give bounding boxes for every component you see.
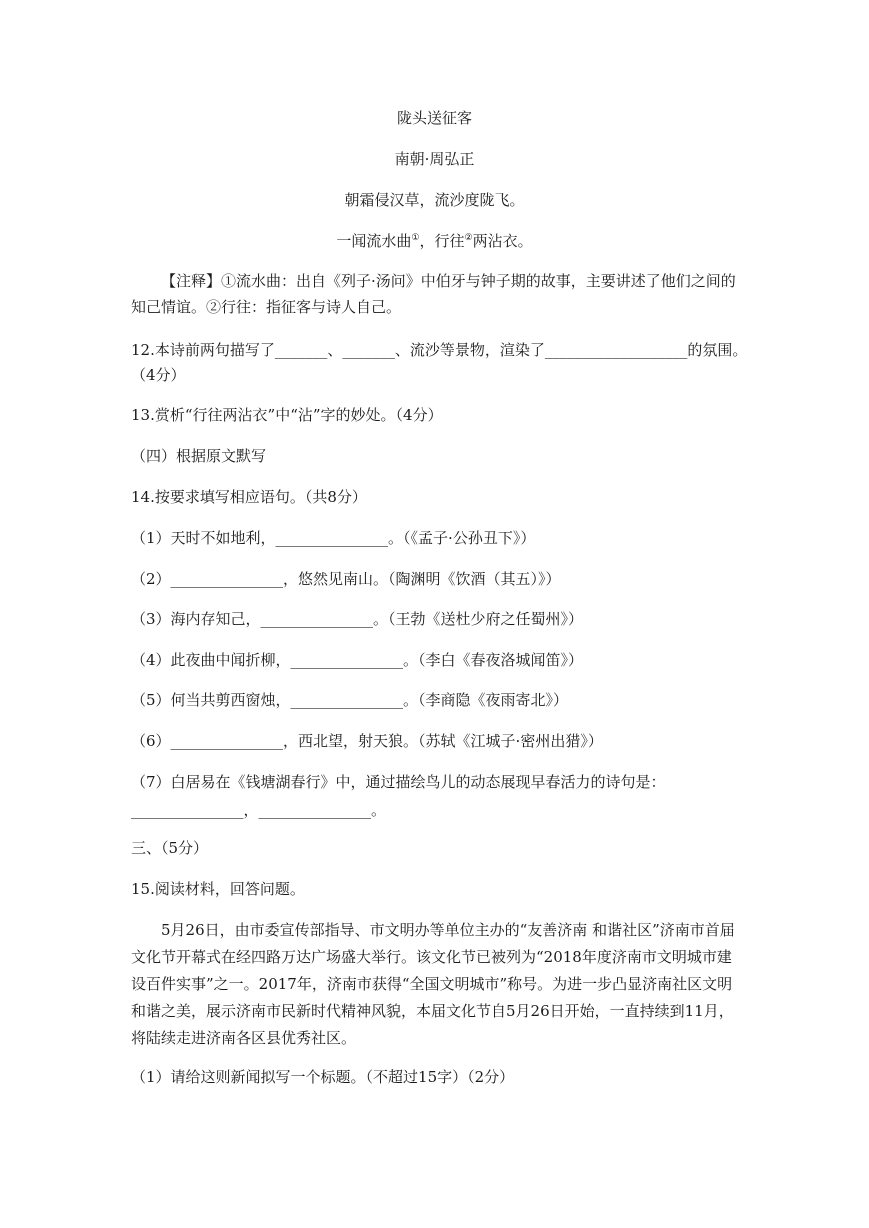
question-14-item: （6）_______________，西北望，射天狼。（苏轼《江城子·密州出猎》）	[131, 732, 603, 750]
question-14: 14.按要求填写相应语句。（共8分）	[131, 488, 367, 506]
poem-line-2-part-b: ，行往	[419, 232, 465, 250]
poem-line-2-part-a: 一闻流水曲	[336, 232, 412, 250]
news-passage: 5月26日，由市委宣传部指导、市文明办等单位主办的“友善济南 和谐社区”济南市首届文化节开幕式在经四路万达广场盛大举行。该文化节已被列为“2018年度济南市文明城市建设百件实事”之一。2017年，济南市获得“全国文明城市”称号。为进一步凸显济南社区文明和谐之美，展示济南市民新时代精神风貌，本届文化节自5月26日开始，一直持续到11月，将陆续走进济南各区县优秀社区。	[131, 921, 735, 1047]
question-14-item: （5）何当共剪西窗烛，_______________。（李商隐《夜雨寄北》）	[131, 691, 569, 709]
footnote-marker-1: ①	[411, 233, 420, 243]
question-14-item: （4）此夜曲中闻折柳，_______________。（李白《春夜洛城闻笛》）	[131, 651, 584, 669]
poem-line-1: 朝霜侵汉草，流沙度陇飞。	[344, 191, 525, 209]
question-14-item-7-line-1: （7）白居易在《钱塘湖春行》中，通过描绘鸟儿的动态展现早春活力的诗句是：	[131, 773, 666, 791]
poem-author: 南朝·周弘正	[394, 150, 475, 168]
question-15-item-1: （1）请给这则新闻拟写一个标题。（不超过15字）（2分）	[131, 1068, 515, 1086]
question-13: 13.赏析“行往两沾衣”中“沾”字的妙处。（4分）	[131, 406, 443, 424]
question-12-line-1: 12.本诗前两句描写了_______、_______、流沙等景物，渲染了___________________的氛围。	[131, 341, 748, 359]
poem-line-2-part-c: 两沾衣。	[472, 232, 533, 250]
footnote-marker-2: ②	[464, 233, 473, 243]
section-heading-3: 三、（5分）	[131, 839, 209, 857]
question-14-item: （3）海内存知己，_______________。（王勃《送杜少府之任蜀州》）	[131, 610, 584, 628]
poem-line-2	[0, 231, 869, 251]
section-heading-4: （四）根据原文默写	[131, 447, 267, 465]
question-14-item: （1）天时不如地利，_______________。（《孟子·公孙丑下》）	[131, 529, 536, 547]
question-14-item-7-line-2: _______________，_______________。	[131, 801, 387, 819]
question-12-line-2: （4分）	[131, 366, 186, 384]
poem-title: 陇头送征客	[396, 109, 472, 127]
question-14-item: （2）_______________，悠然见南山。（陶渊明《饮酒（其五）》）	[131, 570, 561, 588]
question-15: 15.阅读材料，回答问题。	[131, 880, 305, 898]
annotation-note: 【注释】①流水曲：出自《列子·汤问》中伯牙与钟子期的故事，主要讲述了他们之间的知己情谊。②行往：指征客与诗人自己。	[131, 272, 736, 316]
